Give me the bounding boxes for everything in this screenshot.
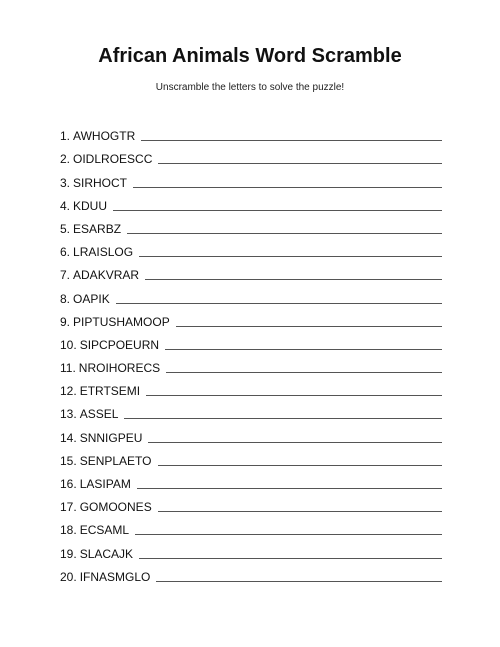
item-number: 14.: [60, 430, 77, 445]
scramble-item: [60, 166, 442, 189]
item-number: 17.: [60, 500, 77, 515]
answer-line: [145, 278, 442, 280]
item-number: 15.: [60, 453, 77, 468]
scrambled-word: ASSEL: [79, 407, 119, 422]
scramble-item: [60, 491, 442, 514]
item-number: 1.: [60, 129, 71, 144]
scramble-item: [60, 352, 442, 375]
scramble-item: [60, 306, 442, 329]
scramble-item: [60, 329, 442, 352]
scrambled-word: SIRHOCT: [73, 175, 128, 190]
answer-line: [141, 139, 442, 141]
item-number: 13.: [60, 407, 77, 422]
answer-line: [127, 232, 442, 234]
scramble-item: [60, 375, 442, 398]
answer-line: [158, 510, 442, 512]
item-number: 5.: [60, 221, 71, 236]
item-number: 16.: [60, 477, 77, 491]
answer-line: [156, 580, 442, 582]
scrambled-word: SLACAJK: [79, 546, 134, 561]
answer-line: [139, 255, 442, 257]
scramble-item: [60, 514, 442, 537]
scrambled-word: PIPTUSHAMOOP: [73, 314, 170, 329]
scrambled-word: GOMOONES: [79, 500, 152, 515]
scramble-item: [60, 398, 442, 421]
answer-line: [166, 371, 442, 373]
item-number: 18.: [60, 523, 77, 538]
worksheet-title: African Animals Word Scramble: [98, 45, 402, 67]
scrambled-word: ETRTSEMI: [79, 384, 141, 399]
answer-line: [133, 186, 442, 188]
item-number: 12.: [60, 384, 77, 399]
scrambled-word: LRAISLOG: [73, 245, 134, 260]
scramble-item: [60, 421, 442, 444]
scramble-item: [60, 213, 442, 236]
scramble-item: [60, 143, 442, 166]
item-number: 3.: [60, 175, 71, 190]
worksheet-instructions: Unscramble the letters to solve the puzzle!: [155, 82, 345, 93]
scrambled-word: NROIHORECS: [78, 361, 161, 376]
scramble-item: [60, 190, 442, 213]
scrambled-word: ESARBZ: [73, 221, 122, 236]
answer-line: [158, 162, 442, 164]
answer-line: [124, 417, 442, 419]
scrambled-word: SNNIGPEU: [79, 430, 143, 445]
scrambled-word: LASIPAM: [79, 477, 131, 491]
scrambled-word: ECSAML: [79, 523, 130, 538]
scrambled-word: AWHOGTR: [73, 129, 136, 144]
item-number: 2.: [60, 152, 71, 167]
answer-line: [116, 302, 442, 304]
answer-line: [176, 325, 442, 327]
answer-line: [146, 394, 442, 396]
item-number: 10.: [60, 337, 77, 352]
answer-line: [137, 487, 442, 489]
item-number: 4.: [60, 198, 71, 213]
answer-line: [113, 209, 442, 211]
item-number: 7.: [60, 268, 71, 283]
answer-line: [165, 348, 442, 350]
item-number: 11.: [60, 361, 76, 376]
answer-line: [148, 441, 442, 443]
answer-line: [139, 557, 442, 559]
scramble-item: [60, 282, 442, 305]
scrambled-word: KDUU: [73, 198, 108, 213]
scrambled-word: OAPIK: [73, 291, 110, 306]
item-number: 19.: [60, 546, 77, 561]
answer-line: [158, 464, 443, 466]
scramble-item: [60, 259, 442, 282]
scrambled-word: ADAKVRAR: [73, 268, 140, 283]
scrambled-word: IFNASMGLO: [79, 569, 151, 584]
scramble-item: [60, 468, 442, 491]
scrambled-word: SIPCPOEURN: [79, 337, 160, 352]
answer-line: [135, 533, 442, 535]
scramble-item: [60, 236, 442, 259]
scramble-item: [60, 537, 442, 560]
scrambled-word: OIDLROESCC: [73, 152, 153, 167]
item-number: 9.: [60, 314, 71, 329]
item-number: 20.: [60, 569, 77, 584]
scramble-item: [60, 445, 442, 468]
scramble-item: [60, 561, 442, 584]
scramble-list: [60, 120, 442, 584]
item-number: 6.: [60, 245, 71, 260]
item-number: 8.: [60, 291, 71, 306]
scramble-item: [60, 120, 442, 143]
scrambled-word: SENPLAETO: [79, 453, 152, 468]
